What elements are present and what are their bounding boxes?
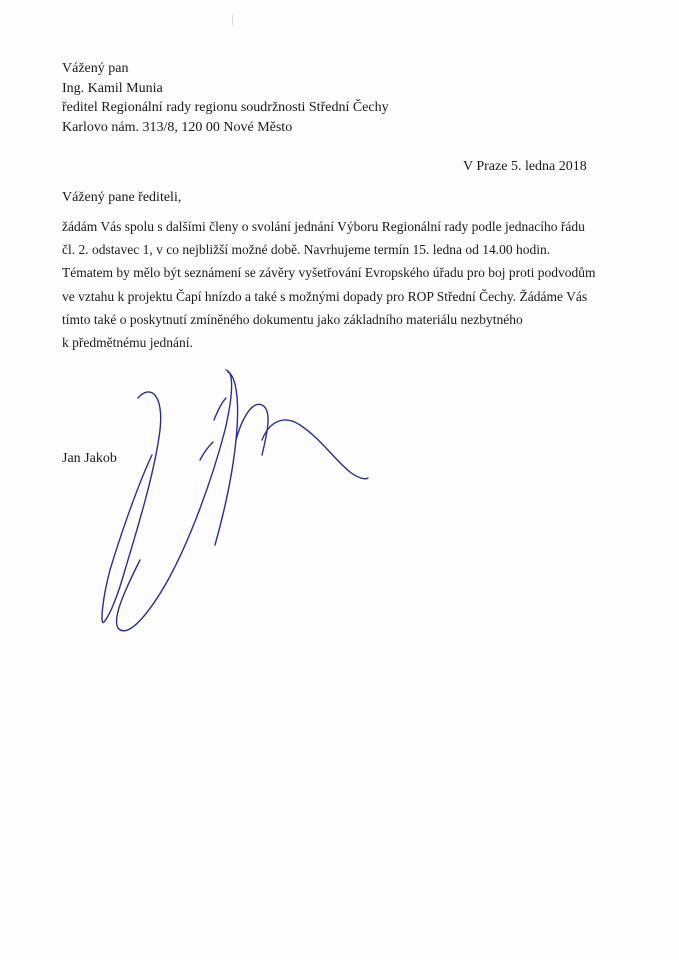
body-line: k předmětnému jednání. [62, 335, 193, 351]
body-line: čl. 2. odstavec 1, v co nejbližší možné době. Navrhujeme termín 15. ledna od 14.00 hodin. [62, 242, 551, 258]
addressee-greeting: Vážený pan [62, 61, 129, 76]
signature-stroke [214, 398, 226, 420]
signature-stroke [117, 370, 232, 631]
salutation: Vážený pane řediteli, [62, 190, 182, 205]
signature-stroke [215, 372, 238, 545]
addressee-block [62, 59, 389, 137]
addressee-name: Ing. Kamil Munia [62, 80, 163, 96]
signature-stroke [102, 392, 161, 623]
body-line: Tématem by mělo být seznámení se závěry vyšetřování Evropského úřadu pro boj proti podvodům [62, 265, 596, 281]
scan-artifact [232, 14, 233, 26]
signature-stroke [262, 420, 368, 479]
body-line: ve vztahu k projektu Čapí hnízdo a také s možnými dopady pro ROP Střední Čechy. Žádáme Vás [62, 288, 588, 304]
signature-stroke [236, 404, 268, 455]
letter-date: V Praze 5. ledna 2018 [463, 159, 587, 174]
addressee-address: Karlovo nám. 313/8, 120 00 Nové Město [62, 119, 293, 135]
signature-stroke [200, 442, 213, 460]
signatory-name: Jan Jakob [62, 451, 117, 466]
body-line: tímto také o poskytnutí zmíněného dokumentu jako základního materiálu nezbytného [62, 311, 523, 327]
letter-body [62, 215, 596, 354]
addressee-title: ředitel Regionální rady regionu soudržnosti Střední Čechy [62, 100, 389, 115]
body-line: žádám Vás spolu s dalšími členy o svolání jednání Výboru Regionální rady podle jednacího řádu [62, 219, 585, 234]
